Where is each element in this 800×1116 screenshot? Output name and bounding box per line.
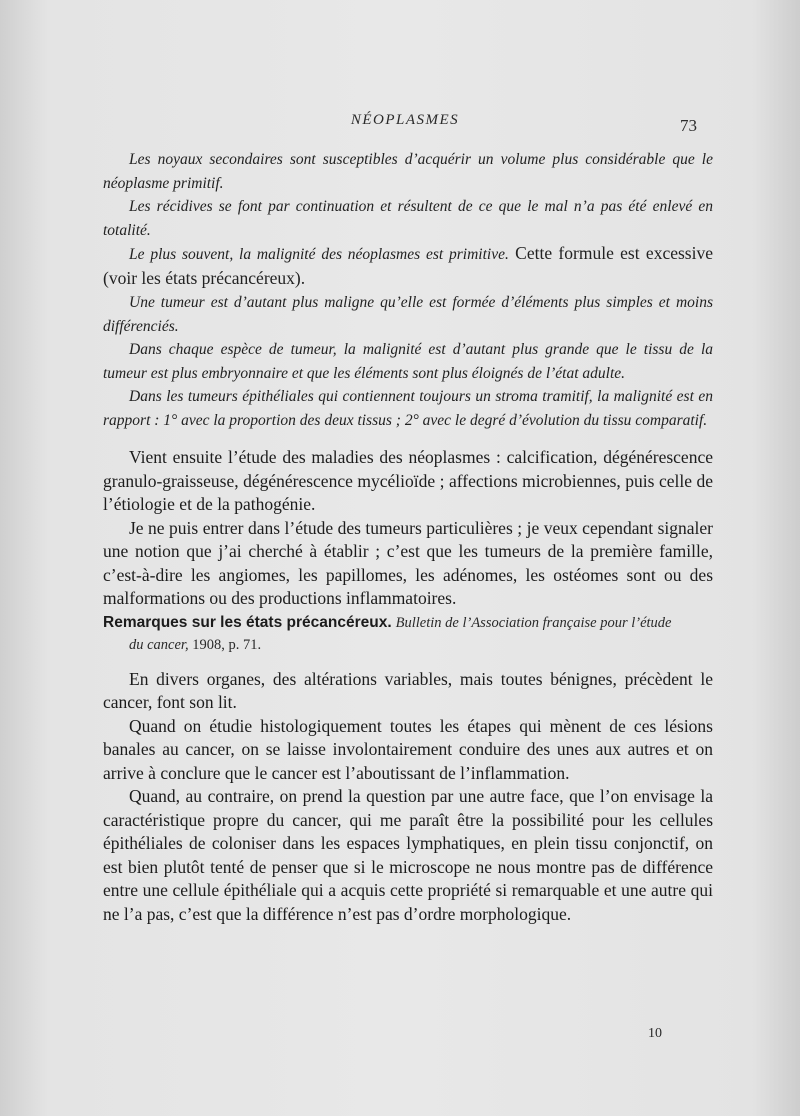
malignancy-statement: Le plus souvent, la malignité des néoplasmes est primitive. [129, 246, 509, 263]
paragraph-differentiation: Une tumeur est d’autant plus maligne qu’elle est formée d’éléments plus simples et moins différenciés. [103, 294, 713, 335]
running-title: NÉOPLASMES [350, 112, 460, 128]
page-number: 73 [680, 116, 697, 135]
reference-continuation [129, 635, 713, 656]
reference-entry [103, 611, 713, 635]
reference-journal-cont: du cancer, [129, 636, 189, 653]
paragraph-epithelial-tumors: Dans les tumeurs épithéliales qui contiennent toujours un stroma tramitif, la malignité est en rapport : 1° avec la proportion des deux tissus ; 2° avec le degré d’évolution du tissu comparatif. [103, 388, 713, 429]
paragraph-malignancy-primitive [103, 242, 713, 291]
signature-mark: 10 [648, 1026, 662, 1041]
paragraph-recurrences: Les récidives se font par continuation et résultent de ce que le mal n’a pas été enlevé en totalité. [103, 198, 713, 239]
paragraph-histology: Quand on étudie histologiquement toutes les étapes qui mènent de ces lésions banales au cancer, on se laisse involontairement conduire des unes aux autres et on arrive à conclure que le cancer est l’aboutissant de l’inflammation. [103, 715, 713, 783]
body-text [103, 148, 713, 926]
malignancy-comment: Cette formule est excessive (voir les états précancéreux). [103, 243, 713, 288]
reference-title: Remarques sur les états précancéreux. [103, 613, 392, 631]
paragraph-embryonic-tissue: Dans chaque espèce de tumeur, la malignité est d’autant plus grande que le tissu de la tumeur est plus embryonnaire et que les éléments sont plus éloignés de l’état adulte. [103, 341, 713, 382]
reference-journal: Bulletin de l’Association française pour l’étude [395, 614, 672, 631]
paragraph-colonisation: Quand, au contraire, on prend la question par une autre face, que l’on envisage la caractéristique propre du cancer, qui me paraît être la possibilité pour les cellules épithéliales de coloniser dans les espaces lymphatiques, en plein tissu conjonctif, on est bien plutôt tenté de penser que si le microscope ne nous montre pas de différence entre une cellule épithéliale qui a acquis cette propriété si remarquable et une autre qui ne l’a pas, c’est que la différence n’est pas d’ordre morphologique. [103, 786, 713, 924]
reference-details: 1908, p. 71. [188, 636, 262, 653]
paragraph-benign-alterations: En divers organes, des altérations variables, mais toutes bénignes, précèdent le cancer, font son lit. [103, 668, 713, 712]
paragraph-secondary-nuclei: Les noyaux secondaires sont susceptibles d’acquérir un volume plus considérable que le néoplasme primitif. [103, 151, 713, 192]
paragraph-diseases-of-neoplasms: Vient ensuite l’étude des maladies des néoplasmes : calcification, dégénérescence granulo-graisseuse, dégénérescence mycélioïde ; affections microbiennes, puis celle de l’étiologie et de la pathogénie. [103, 447, 713, 514]
paragraph-first-family-tumors: Je ne puis entrer dans l’étude des tumeurs particulières ; je veux cependant signaler une notion que j’ai cherché à établir ; c’est que les tumeurs de la première famille, c’est-à-dire les angiomes, les papillomes, les adénomes, les ostéomes sont ou des malformations ou des productions inflammatoires. [103, 517, 713, 608]
